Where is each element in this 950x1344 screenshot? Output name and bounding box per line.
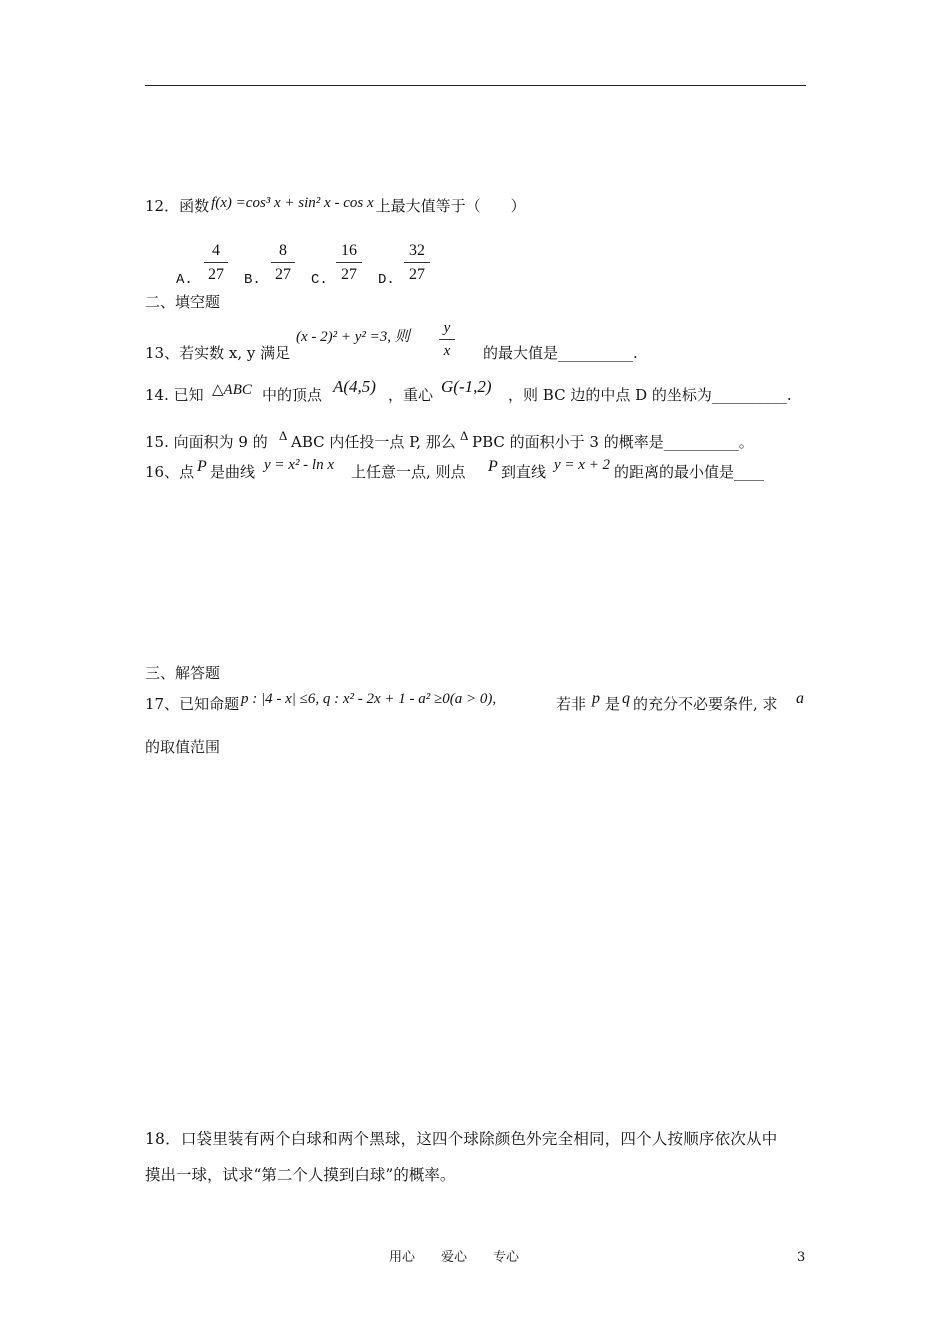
option-b-label: B. xyxy=(244,272,261,288)
q15-mid: ABC 内任投一点 P, 那么 xyxy=(291,433,456,451)
section-3-heading: 三、解答题 xyxy=(145,664,221,682)
section-2-heading: 二、填空题 xyxy=(145,293,221,311)
q14-mid2: ，重心 xyxy=(388,386,434,404)
q17-prefix: 17、已知命题 xyxy=(145,695,240,713)
q16-mid3: 到直线 xyxy=(501,463,547,481)
q12-prefix: 12．函数 xyxy=(145,197,210,215)
q18-line2: 摸出一球，试求“第二个人摸到白球”的概率。 xyxy=(145,1166,456,1184)
q12-line xyxy=(145,195,526,215)
q17-mid3: 的充分不必要条件, 求 xyxy=(633,695,778,713)
option-a-fraction xyxy=(204,243,228,283)
q16-mid1: 是曲线 xyxy=(210,463,256,481)
option-b-fraction xyxy=(271,243,295,283)
q17-mid1: 若非 xyxy=(556,695,587,713)
q16-mid2: 上任意一点, 则点 xyxy=(351,463,466,481)
q12-formula: f(x) =cos³ x + sin² x - cos x xyxy=(211,195,374,211)
q16-line-eq: y = x + 2 xyxy=(554,457,611,473)
q16-curve: y = x² - ln x xyxy=(264,457,335,473)
option-c-label: C. xyxy=(311,272,328,288)
q15-suffix: PBC 的面积小于 3 的概率是__________。 xyxy=(472,433,754,451)
q12-suffix: 上最大值等于（ ） xyxy=(375,197,526,215)
option-c-den: 27 xyxy=(341,266,357,283)
q15-delta1: Δ xyxy=(279,428,288,443)
q13-formula: (x - 2)² + y² =3, 则 xyxy=(296,329,410,345)
q17-q: q xyxy=(622,690,630,707)
q14-mid1: 中的顶点 xyxy=(262,386,323,404)
option-a-num: 4 xyxy=(204,243,228,263)
q16-point-p2: P xyxy=(488,458,498,475)
option-a-label: A. xyxy=(176,272,193,288)
q16-prefix: 16、点 xyxy=(145,463,195,481)
option-d-num: 32 xyxy=(404,243,430,263)
q17-formula: p : |4 - x| ≤6, q : x² - 2x + 1 - a² ≥0(a > 0), xyxy=(241,691,497,707)
q17-a: a xyxy=(796,690,804,707)
q13-fraction xyxy=(439,321,455,359)
page-number: 3 xyxy=(797,1250,806,1265)
q18-line1: 18．口袋里装有两个白球和两个黑球，这四个球除颜色外完全相同，四个人按顺序依次从中 xyxy=(145,1130,778,1148)
option-b-den: 27 xyxy=(275,266,291,283)
q17-mid2: 是 xyxy=(605,695,621,713)
q13-suffix: 的最大值是__________. xyxy=(483,344,638,362)
q15-prefix: 15. 向面积为 9 的 xyxy=(145,433,268,451)
option-a-den: 27 xyxy=(208,266,224,283)
q17-line2: 的取值范围 xyxy=(145,738,221,756)
q15-delta2: Δ xyxy=(460,428,469,443)
option-d-den: 27 xyxy=(409,266,425,283)
q13-frac-den: x xyxy=(443,343,451,359)
option-d-fraction xyxy=(404,243,430,283)
footer-slogan: 用心 爱心 专心 xyxy=(389,1250,520,1265)
q13-prefix: 13、若实数 x, y 满足 xyxy=(145,344,291,362)
q14-point-a: A(4,5) xyxy=(333,377,376,396)
q16-point-p1: P xyxy=(197,458,207,475)
q14-prefix: 14. 已知 xyxy=(145,386,204,404)
q14-suffix: ，则 BC 边的中点 D 的坐标为__________. xyxy=(508,386,792,404)
q16-suffix: 的距离的最小值是____ xyxy=(614,463,765,481)
header-rule xyxy=(145,85,806,86)
option-d-label: D. xyxy=(378,272,395,288)
option-c-fraction xyxy=(336,243,362,283)
option-c-num: 16 xyxy=(336,243,362,263)
q14-point-g: G(-1,2) xyxy=(441,377,492,396)
option-b-num: 8 xyxy=(271,243,295,263)
q14-triangle: △ABC xyxy=(212,382,252,398)
q17-p: p xyxy=(592,690,600,707)
q13-frac-num: y xyxy=(439,321,455,340)
